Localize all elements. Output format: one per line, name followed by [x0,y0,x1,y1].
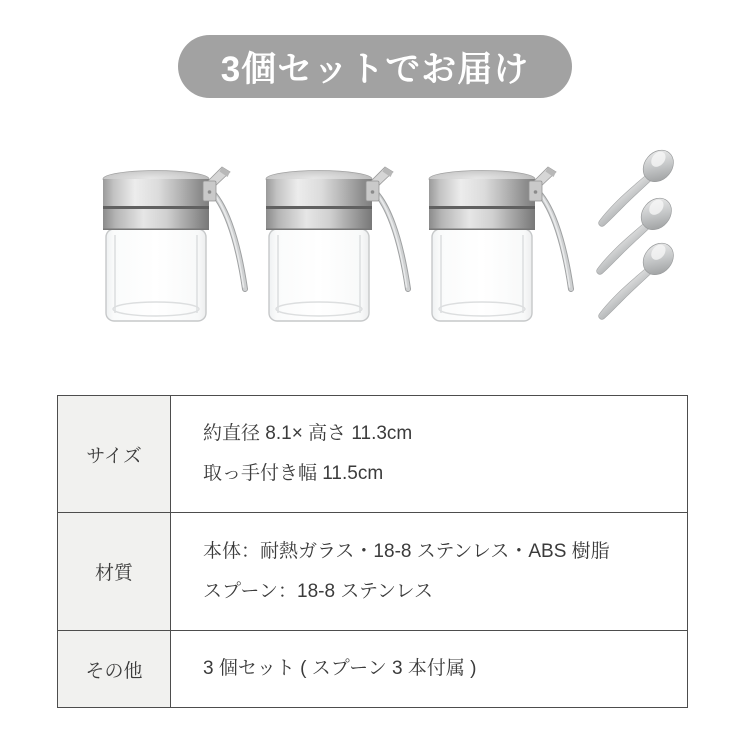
spec-material-line-2: スプーン：18-8 ステンレス [203,580,433,602]
spec-value-size [171,396,688,513]
spec-value-material [171,513,688,631]
set-count-badge-label: 3個セットでお届け [220,49,530,89]
spec-value-other [171,631,688,708]
spec-row-material [58,513,688,631]
spec-row-other [58,631,688,708]
spec-size-line-1: 約直径 8.1× 高さ 11.3cm [203,423,413,444]
spice-jar-image-1 [101,165,251,323]
spice-jar-image-3 [427,165,577,323]
spec-label-material: 材質 [58,513,171,631]
spec-table [57,395,688,708]
spec-other-line-1: 3 個セット ( スプーン 3 本付属 ) [203,658,477,679]
set-count-badge [178,35,572,98]
spec-label-other: その他 [58,631,171,708]
spice-jar-image-2 [264,165,414,323]
spec-row-size [58,396,688,513]
spec-label-size: サイズ [58,396,171,513]
spec-material-line-1: 本体：耐熱ガラス・18-8 ステンレス・ABS 樹脂 [203,540,610,562]
spec-size-line-2: 取っ手付き幅 11.5cm [203,463,384,484]
